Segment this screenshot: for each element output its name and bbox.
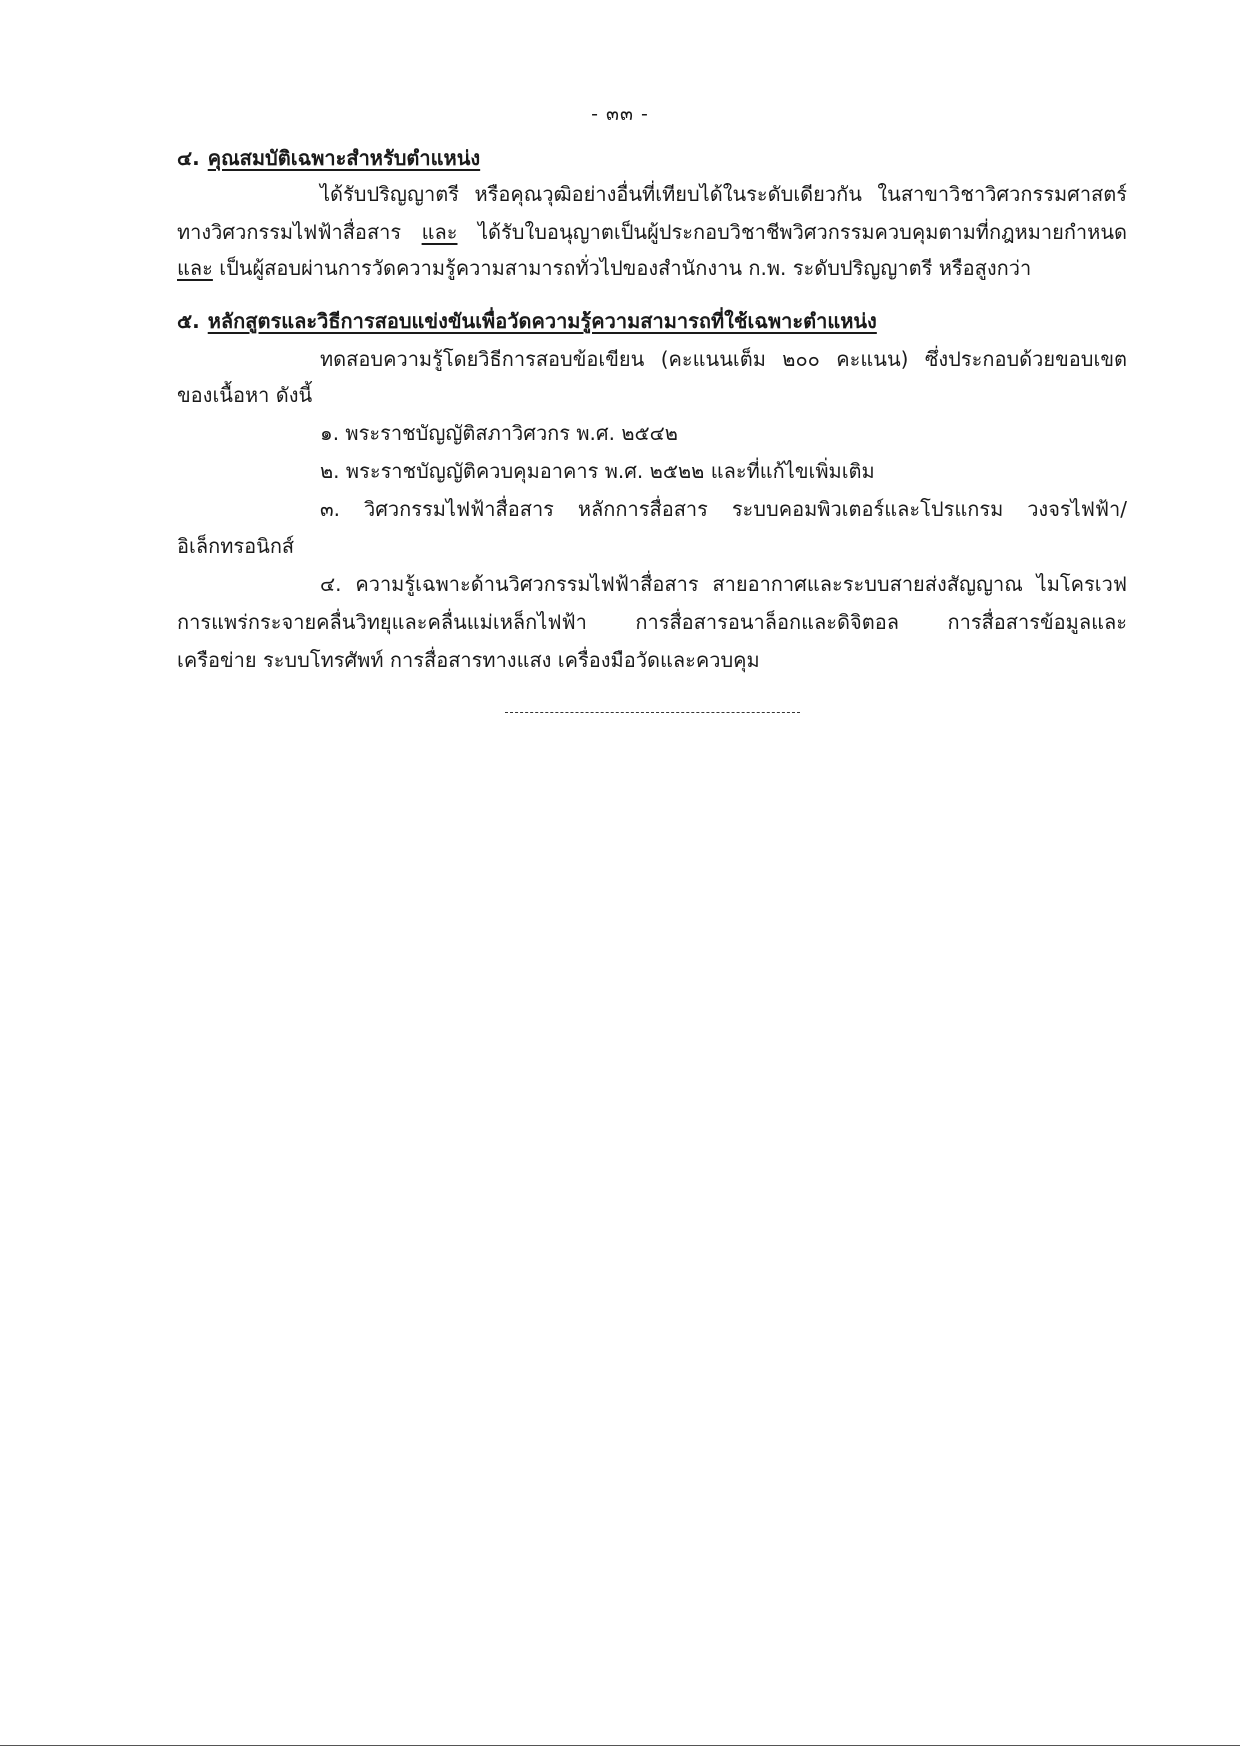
section4-line2-text-b: ได้รับใบอนุญาตเป็นผู้ประกอบวิชาชีพวิศวกรรมควบคุมตามที่กฎหมายกำหนด [477,220,1128,244]
section5-item4-line1: ๔. ความรู้เฉพาะด้านวิศวกรรมไฟฟ้าสื่อสาร สายอากาศและระบบสายส่งสัญญาณ ไมโครเวฟ [320,572,1127,596]
end-divider [505,712,800,713]
section4-heading [177,143,1127,173]
section5-item3-line1: ๓. วิศวกรรมไฟฟ้าสื่อสาร หลักการสื่อสาร ระบบคอมพิวเตอร์และโปรแกรม วงจรไฟฟ้า/ [320,497,1127,521]
section5-item2: ๒. พระราชบัญญัติควบคุมอาคาร พ.ศ. ๒๕๒๒ และที่แก้ไขเพิ่มเติม [320,459,875,483]
section4-line1: ได้รับปริญญาตรี หรือคุณวุฒิอย่างอื่นที่เทียบได้ในระดับเดียวกัน ในสาขาวิชาวิศวกรรมศาสตร์ [320,182,1127,206]
section5-intro-line2: ของเนื้อหา ดังนี้ [177,383,313,407]
section5-title: หลักสูตรและวิธีการสอบแข่งขันเพื่อวัดความรู้ความสามารถที่ใช้เฉพาะตำแหน่ง [207,309,877,333]
section4-line3-text: เป็นผู้สอบผ่านการวัดความรู้ความสามารถทั่วไปของสำนักงาน ก.พ. ระดับปริญญาตรี หรือสูงกว่า [219,256,1032,280]
page-number: - ๓๓ - [591,103,649,125]
section4-title: คุณสมบัติเฉพาะสำหรับตำแหน่ง [207,146,481,170]
section5-heading [177,306,1127,336]
section4-line2-text: ทางวิศวกรรมไฟฟ้าสื่อสาร [177,220,402,244]
section4-line3-and: และ [177,256,213,280]
section5-item4-line3: เครือข่าย ระบบโทรศัพท์ การสื่อสารทางแสง เครื่องมือวัดและควบคุม [177,648,760,672]
section4-line2-and: และ [421,220,458,244]
bottom-rule [0,1745,1240,1746]
section4-line2 [177,217,1127,247]
section5-item1: ๑. พระราชบัญญัติสภาวิศวกร พ.ศ. ๒๕๔๒ [320,421,678,445]
section4-number: ๔. [177,146,200,170]
section5-intro-line1: ทดสอบความรู้โดยวิธีการสอบข้อเขียน (คะแนนเต็ม ๒๐๐ คะแนน) ซึ่งประกอบด้วยขอบเขต [320,347,1127,371]
section5-item4-line2: การแพร่กระจายคลื่นวิทยุและคลื่นแม่เหล็กไฟฟ้า การสื่อสารอนาล็อกและดิจิตอล การสื่อสารข้อมูลและ [177,610,1127,634]
section5-item3-line2: อิเล็กทรอนิกส์ [177,534,295,558]
section5-number: ๕. [177,309,200,333]
section4-line3 [177,253,1127,283]
